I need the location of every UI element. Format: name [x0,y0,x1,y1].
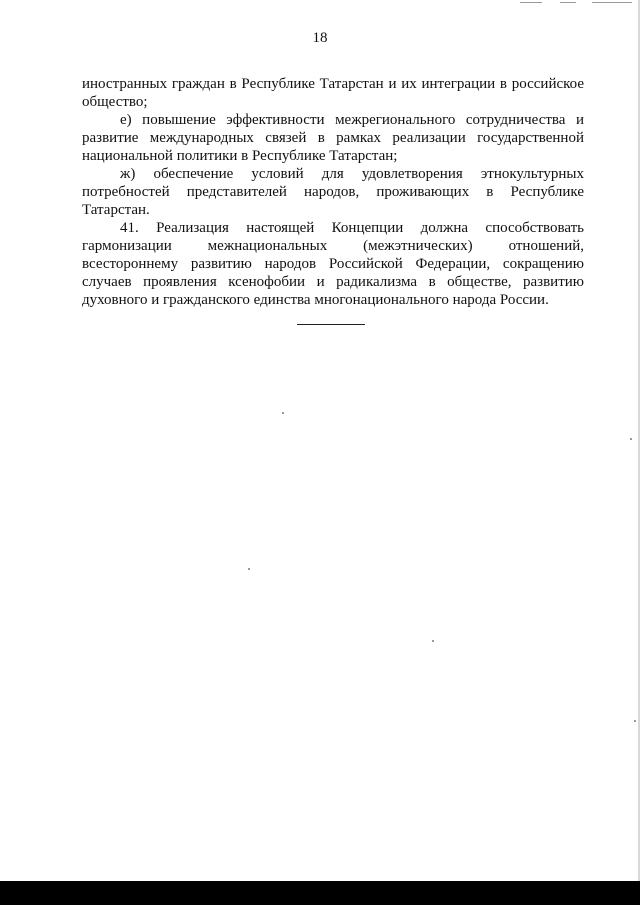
scan-bottom-band [0,881,640,905]
scan-speck [634,720,636,722]
paragraph-intro-continuation: иностранных граждан в Республике Татарстан и их интеграции в российское общество; [82,76,584,110]
paragraph-clause-41: 41. Реализация настоящей Концепции должна способствовать гармонизации межнациональных (межэтнических) отношений, всестороннему развитию народов Российской Федерации, сокращению случаев проявления ксенофобии и радикализма в обществе, развитию духовного и гражданского единства многонационального народа России. [82,220,584,308]
paragraph-item-e: е) повышение эффективности межрегионального сотрудничества и развитие международных связей в рамках реализации государственной национальной политики в Республике Татарстан; [82,112,584,164]
scan-top-mark [592,2,632,3]
paragraph-item-zh: ж) обеспечение условий для удовлетворения этнокультурных потребностей представителей народов, проживающих в Республике Татарстан. [82,166,584,218]
scan-speck [630,438,632,440]
end-separator-line [297,324,365,325]
scan-top-mark [560,2,576,3]
document-body [82,75,584,309]
scan-speck [282,412,284,414]
scan-speck [248,568,250,570]
page-number: 18 [312,30,328,46]
scan-speck [432,640,434,642]
scan-top-mark [520,2,542,3]
